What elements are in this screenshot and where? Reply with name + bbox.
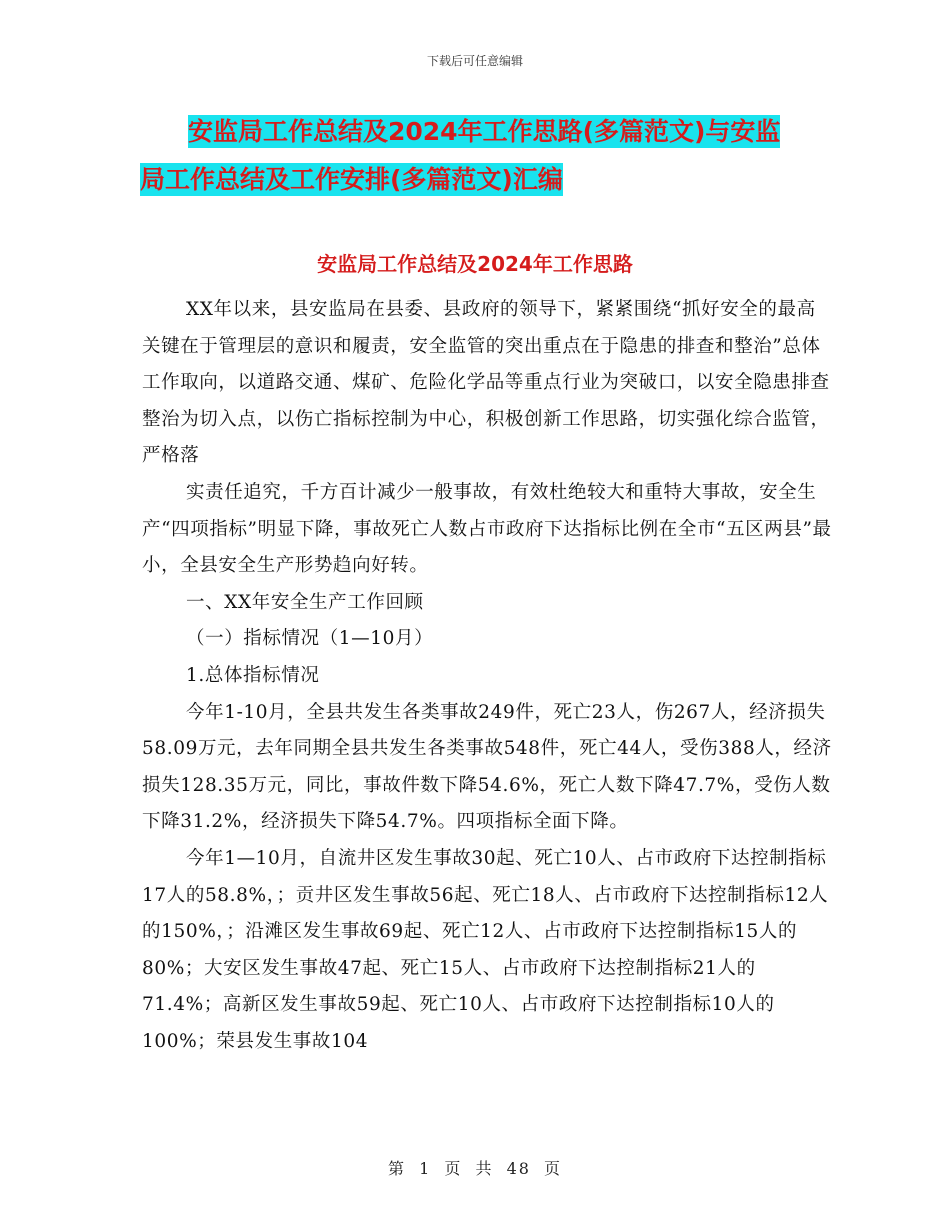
footer-total-pages: 48 xyxy=(506,1159,531,1178)
footer-page-label: 页 xyxy=(444,1159,463,1178)
header-note: 下载后可任意编辑 xyxy=(426,54,523,68)
page-footer xyxy=(0,1156,950,1179)
paragraph-district-stats: 今年1—10月，自流井区发生事故30起、死亡10人、占市政府下达控制指标17人的58.8%，；贡井区发生事故56起、死亡18人、占市政府下达控制指标12人的150%，；沿滩区发生事故69起、死亡12人、占市政府下达控制指标15人的80%；大安区发生事故47起、死亡15人、占市政府下达控制指标21人的71.4%；高新区发生事故59起、死亡10人、占市政府下达控制指标10人的100%；荣县发生事故104 xyxy=(142,847,829,1052)
heading-indicators: （一）指标情况（1—10月） xyxy=(186,628,434,650)
document-body xyxy=(142,292,832,1060)
document-title xyxy=(140,108,840,204)
footer-prefix: 第 xyxy=(387,1159,406,1178)
paragraph-overall-stats: 今年1-10月，全县共发生各类事故249件，死亡23人，伤267人，经济损失58.09万元，去年同期全县共发生各类事故548件，死亡44人，受伤388人，经济损失128.35万元，同比，事故件数下降54.6%，死亡人数下降47.7%，受伤人数下降31.2%，经济损失下降54.7%。四项指标全面下降。 xyxy=(142,701,832,833)
section-title: 安监局工作总结及2024年工作思路 xyxy=(317,252,633,276)
footer-page-number: 1 xyxy=(419,1159,432,1178)
heading-overall-indicators: 1.总体指标情况 xyxy=(186,664,320,686)
title-line-2: 局工作总结及工作安排(多篇范文)汇编 xyxy=(140,165,563,194)
footer-total-label: 共 xyxy=(475,1159,494,1178)
paragraph-responsibility: 实责任追究，千方百计减少一般事故，有效杜绝较大和重特大事故，安全生产“四项指标”明显下降，事故死亡人数占市政府下达指标比例在全市“五区两县”最小，全县安全生产形势趋向好转。 xyxy=(142,481,832,577)
footer-suffix: 页 xyxy=(544,1159,563,1178)
heading-review: 一、XX年安全生产工作回顾 xyxy=(186,591,424,613)
paragraph-intro: XX年以来，县安监局在县委、县政府的领导下，紧紧围绕“抓好安全的最高关键在于管理层的意识和履责，安全监管的突出重点在于隐患的排查和整治”总体工作取向，以道路交通、煤矿、危险化学品等重点行业为突破口，以安全隐患排查整治为切入点，以伤亡指标控制为中心，积极创新工作思路，切实强化综合监管，严格落 xyxy=(142,299,830,467)
title-line-1: 安监局工作总结及2024年工作思路(多篇范文)与安监 xyxy=(188,117,781,146)
